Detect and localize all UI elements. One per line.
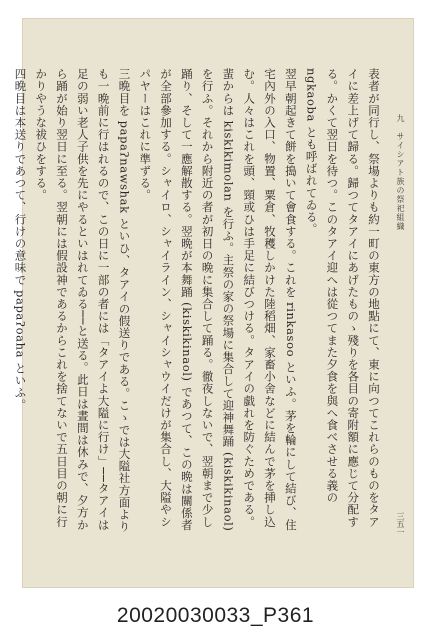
body-text [13, 68, 384, 538]
book-page [13, 18, 414, 588]
page-number: 三五一 [396, 512, 405, 536]
image-caption: 20020030033_P361 [116, 604, 315, 627]
paragraph-3: 三晩目を papaʔnawshak といひ、タアイの假送りである。こゝでは大隘社方面よりも一晩前に行はれるので、この日に一部の者には「タアイよ大隘に行け」──タアイは足の弱い老人子供を先にやるといはれてゐる──と送る。此日は晝間は休みで、夕方から踊が始り翌日に至る。翌朝には假設神であるからこれを捨てないで五日目の朝に行かりやうな祓ひをする。 [34, 68, 132, 533]
paragraph-4: 四晩目は本送りであつて、行けの意味で papaʔoaha といふ。 [13, 68, 28, 411]
paragraph-1: 表者が同行し、祭場よりも約一町の東方の地點にて、東に向つてこれらのものをタアイに差上げて歸る。歸つてタアイにあげたものゝ殘りを各目の寄附額に應じて分配する。かくて翌日を待つ。このタアイ迎へは從つてまた夕食を與へ食べさせる義の ngkaoba とも呼ばれてゐる。 [304, 68, 381, 528]
paragraph-2: 翌早朝起きて餅を搗いて會食する。これを rinkasoo といふ。茅を輪にして結び、住宅內外の入口、物置、粟倉、牧穫しかけた陸稻畑、家畜小舍などに結んで茅を挿し込む。人々はこれを頭、頸或ひは手足に結びつける。タアイの戯れを防ぐためである。蜚からは kiskikimolan を行ふ。主祭の家の祭場に集合して迎神舞踊 (kiskikinaol) を行ふ。それから附近の者が初日の晩に集合して踊る。徹夜しないで、翌朝まで少し踊り、そして一應解散する。翌晩が本舞踊 (kiskikinaol) であつて、この晩は關係者が全部參加する。シャイロ、シャイライン、シャイシャウイだけが集合し、大隘やシパヤーはこれに準ずる。 [138, 68, 298, 532]
running-head: 九 サイシアト族の祭祀組織 [396, 114, 405, 231]
